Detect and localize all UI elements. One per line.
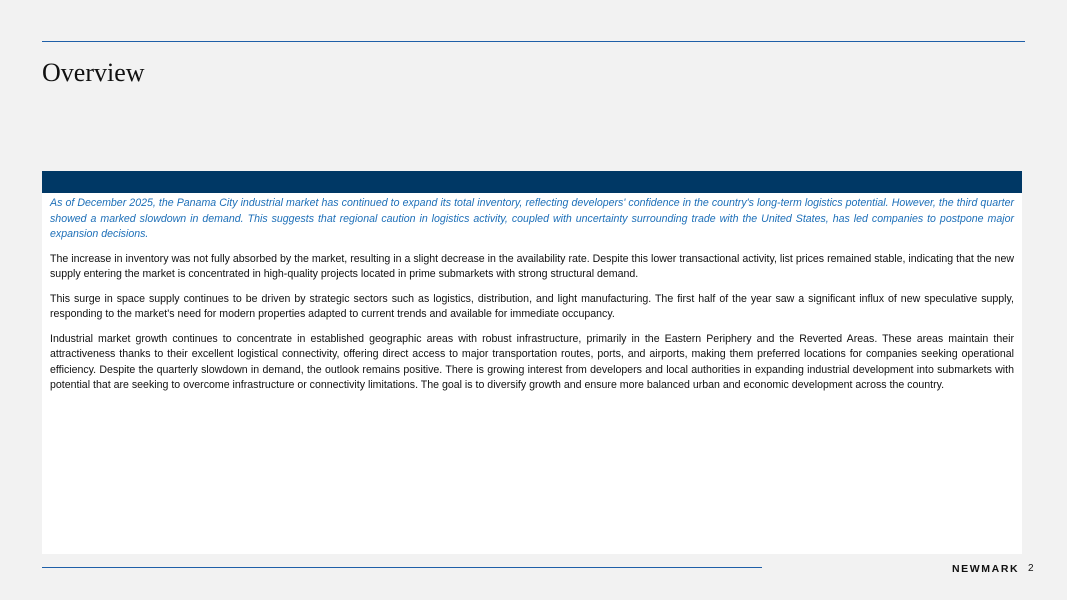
panel-header-bar [42, 171, 1022, 193]
page-title: Overview [42, 58, 145, 87]
content-panel [42, 171, 1022, 554]
body-paragraph: Industrial market growth continues to concentrate in established geographic areas with robust infrastructure, primarily in the Eastern Periphery and the Reverted Areas. These areas maintain their attractiveness thanks to their excellent logistical connectivity, offering direct access to major transportation routes, ports, and airports, making them preferred locations for companies seeking operational efficiency. Despite the quarterly slowdown in demand, the outlook remains positive. There is growing interest from developers and local authorities in expanding industrial development into submarkets with potential that are seeking to overcome infrastructure or connectivity limitations. The goal is to diversify growth and ensure more balanced urban and economic development across the country. [50, 332, 1014, 391]
bottom-divider [42, 567, 762, 568]
body-paragraph: This surge in space supply continues to be driven by strategic sectors such as logistics, distribution, and light manufacturing. The first half of the year saw a significant influx of new speculative supply, responding to the market's need for modern properties adapted to current trends and available for immediate occupancy. [50, 292, 1014, 320]
panel-body [42, 193, 1022, 394]
page-number: 2 [1028, 563, 1034, 574]
body-paragraph: The increase in inventory was not fully absorbed by the market, resulting in a slight decrease in the availability rate. Despite this lower transactional activity, list prices remained stable, indicating that the new supply entering the market is concentrated in high-quality projects located in prime submarkets with strong structural demand. [50, 252, 1014, 280]
top-divider [42, 41, 1025, 42]
intro-paragraph: As of December 2025, the Panama City industrial market has continued to expand its total inventory, reflecting developers' confidence in the country's long-term logistics potential. However, the third quarter showed a marked slowdown in demand. This suggests that regional caution in logistics activity, coupled with uncertainty surrounding trade with the United States, has led companies to postpone major expansion decisions. [50, 197, 1014, 240]
newmark-logo: NEWMARK [952, 563, 1020, 575]
